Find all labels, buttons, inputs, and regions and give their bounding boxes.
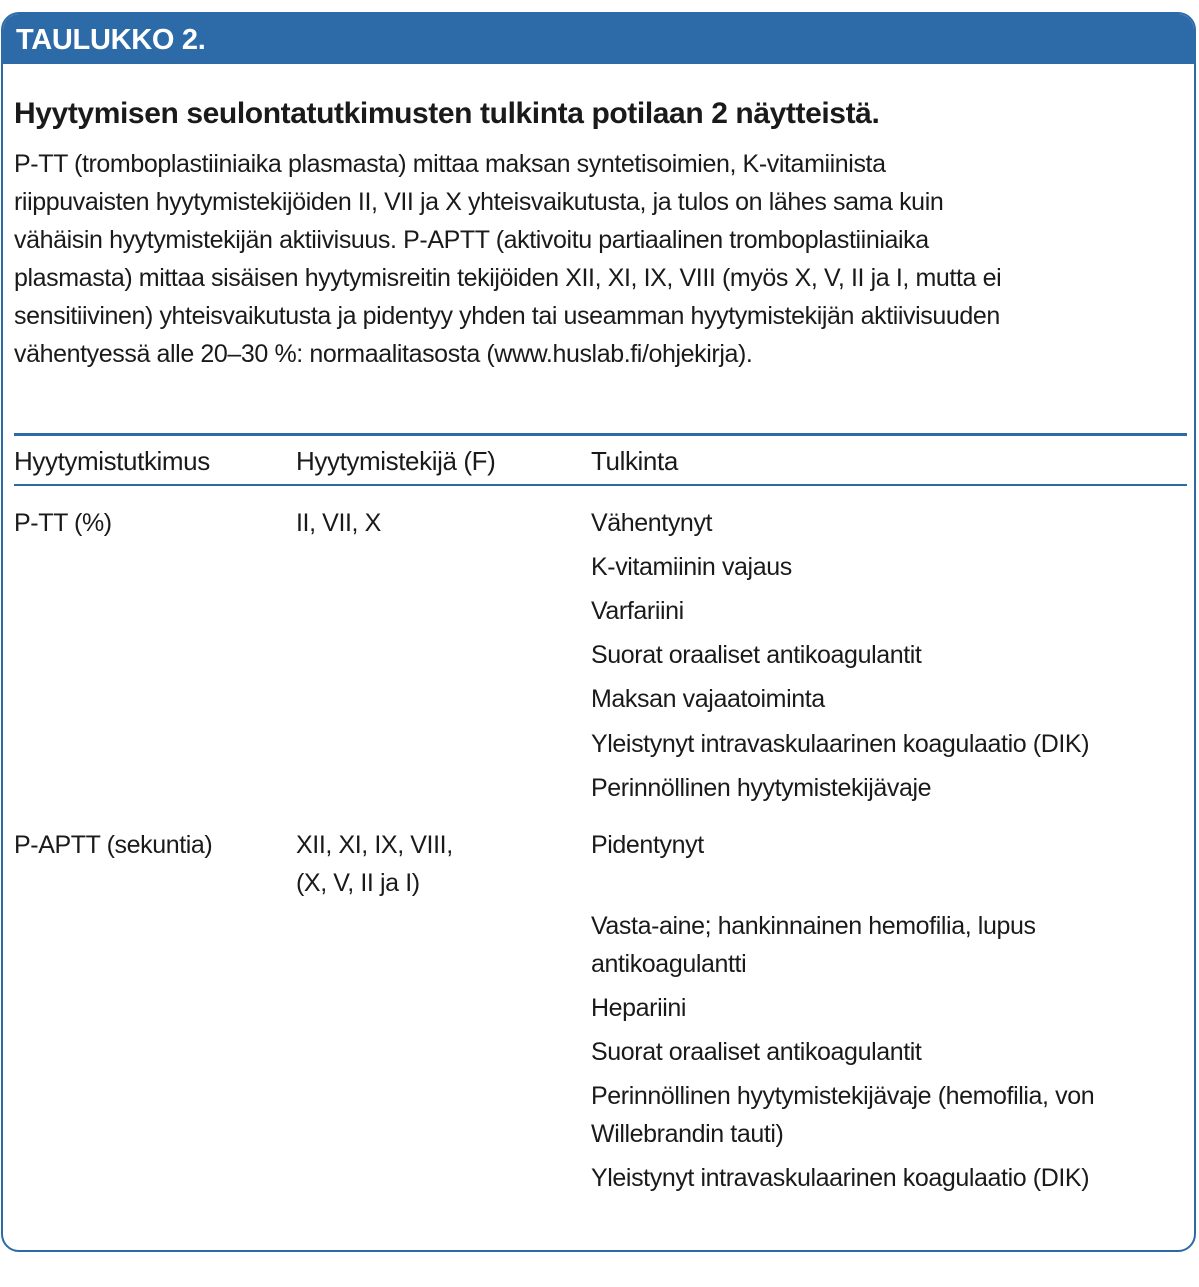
row-pt-test: P-TT (%) <box>14 509 112 537</box>
column-header-test: Hyytymistutkimus <box>14 446 210 476</box>
row-aptt-cause: Suorat oraaliset antikoagulantit <box>591 1038 922 1066</box>
row-aptt-test: P-APTT (sekuntia) <box>14 831 213 859</box>
row-aptt-cause: Yleistynyt intravaskulaarinen koagulaatio (DIK) <box>591 1164 1090 1192</box>
row-pt-cause: Varfariini <box>591 597 684 625</box>
row-pt-cause: Maksan vajaatoiminta <box>591 685 825 713</box>
column-header-interpretation: Tulkinta <box>591 446 678 476</box>
row-pt-cause: K-vitamiinin vajaus <box>591 553 792 581</box>
row-aptt-factors <box>296 826 453 902</box>
factor-line: XII, XI, IX, VIII, <box>296 831 453 859</box>
row-aptt-cause: Hepariini <box>591 994 687 1022</box>
table-description <box>14 145 1184 373</box>
row-aptt-cause <box>591 907 1036 983</box>
cause-line: antikoagulantti <box>591 950 747 978</box>
row-aptt-cause <box>591 1077 1094 1153</box>
row-pt-cause: Perinnöllinen hyytymistekijävaje <box>591 774 932 802</box>
table-title: Hyytymisen seulontatutkimusten tulkinta potilaan 2 näytteistä. <box>14 97 880 130</box>
factor-line: (X, V, II ja I) <box>296 869 420 897</box>
row-pt-factors: II, VII, X <box>296 509 381 537</box>
cause-line: Perinnöllinen hyytymistekijävaje (hemofilia, von <box>591 1082 1095 1110</box>
table-header-rule <box>14 484 1187 486</box>
table-top-rule <box>14 433 1187 436</box>
row-pt-result: Vähentynyt <box>591 509 713 537</box>
table-label: TAULUKKO 2. <box>3 14 1194 64</box>
column-header-factor: Hyytymistekijä (F) <box>296 446 496 476</box>
row-pt-cause: Yleistynyt intravaskulaarinen koagulaatio (DIK) <box>591 730 1090 758</box>
description-line: plasmasta) mittaa sisäisen hyytymisreitin tekijöiden XII, XI, IX, VIII (myös X, V, II ja I, mutta ei <box>14 264 1002 292</box>
description-line: P-TT (tromboplastiiniaika plasmasta) mittaa maksan syntetisoimien, K-vitamiinista <box>14 150 886 178</box>
description-line: vähentyessä alle 20–30 %: normaalitasosta (www.huslab.fi/ohjekirja). <box>14 340 753 368</box>
row-pt-cause: Suorat oraaliset antikoagulantit <box>591 641 922 669</box>
description-line: riippuvaisten hyytymistekijöiden II, VII ja X yhteisvaikutusta, ja tulos on lähes sama kuin <box>14 188 944 216</box>
cause-line: Willebrandin tauti) <box>591 1120 784 1148</box>
row-aptt-result: Pidentynyt <box>591 831 704 859</box>
description-line: sensitiivinen) yhteisvaikutusta ja pidentyy yhden tai useamman hyytymistekijän aktiivisuuden <box>14 302 1000 330</box>
description-line: vähäisin hyytymistekijän aktiivisuus. P-APTT (aktivoitu partiaalinen tromboplastiiniaika <box>14 226 929 254</box>
cause-line: Vasta-aine; hankinnainen hemofilia, lupus <box>591 912 1036 940</box>
